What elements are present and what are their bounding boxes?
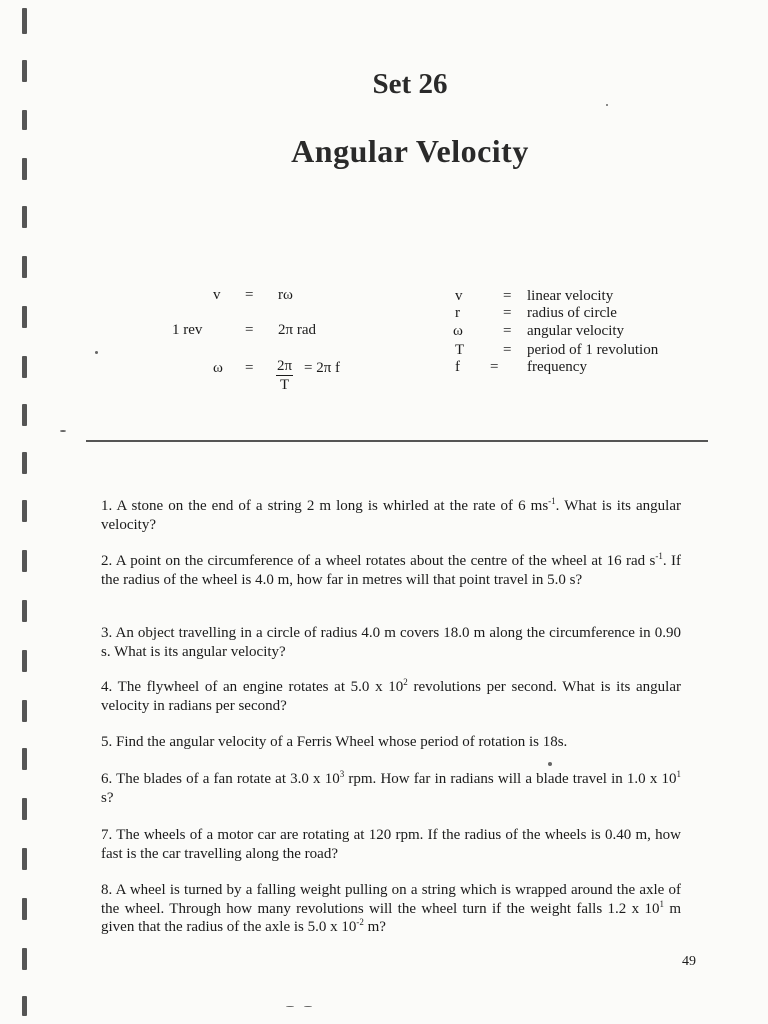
scan-speck <box>606 104 608 106</box>
eq3-denominator: T <box>279 377 290 393</box>
legend-symbol: v <box>455 288 463 304</box>
legend-symbol: r <box>455 305 460 321</box>
set-label: Set 26 <box>372 68 448 100</box>
question-2: 2. A point on the circumference of a wheel rotates about the centre of the wheel at 16 rad $s^{-1}$. If the radius of the wheel is 4.0 m, how far in metres will that point travel in 5.0 s? <box>101 551 682 588</box>
question-4: 4. The flywheel of an engine rotates at 5.0 x $10^2$ revolutions per second. What is its angular velocity in radians per second? <box>101 677 681 714</box>
scan-speck <box>286 1006 294 1007</box>
legend-op: = <box>503 323 512 339</box>
question-7: 7. The wheels of a motor car are rotating at 120 rpm. If the radius of the wheels is 0.40 m, how fast is the car travelling along the road? <box>101 827 681 862</box>
eq3-lhs: ω <box>213 360 223 376</box>
scan-speck <box>60 430 66 432</box>
question-6: 6. The blades of a fan rotate at 3.0 x $10^3$ rpm. How far in radians will a blade travel in 1.0 x $10^1$ s? <box>101 769 681 806</box>
legend-meaning: radius of circle <box>527 305 617 321</box>
eq1-lhs: v <box>213 287 221 303</box>
legend-op: = <box>503 305 512 321</box>
page-number: 49 <box>682 954 696 969</box>
question-8: 8. A wheel is turned by a falling weight pulling on a string which is wrapped around the axle of the wheel. Through how many revolutions will the wheel turn if the weight falls 1.2 x $10^1$ m given that the radius of the axle is 5.0 x $10^{-2}$ m? <box>101 882 681 935</box>
scan-speck <box>304 1006 312 1007</box>
legend-symbol: f <box>455 359 460 375</box>
eq3-numerator: 2π <box>277 358 293 374</box>
legend-meaning: linear velocity <box>527 288 614 304</box>
eq2-lhs: 1 rev <box>172 322 203 338</box>
eq2-rhs: 2π rad <box>278 322 316 338</box>
legend-meaning: frequency <box>527 359 587 375</box>
scan-speck <box>95 351 98 354</box>
eq1-op: = <box>245 287 254 303</box>
legend-meaning: angular velocity <box>527 323 625 339</box>
legend-symbol: ω <box>453 323 463 339</box>
page-title: Angular Velocity <box>291 133 529 169</box>
eq3-tail: = 2π f <box>304 360 341 376</box>
scan-speck <box>548 762 552 766</box>
section-divider <box>86 440 708 442</box>
legend-op: = <box>503 288 512 304</box>
legend-op: = <box>503 342 512 358</box>
eq3-op: = <box>245 360 254 376</box>
legend-op: = <box>490 359 499 375</box>
question-3: 3. An object travelling in a circle of radius 4.0 m covers 18.0 m along the circumference in 0.90 s. What is its angular velocity? <box>101 625 681 660</box>
eq2-op: = <box>245 322 254 338</box>
eq3-fraction <box>276 358 293 394</box>
question-1: 1. A stone on the end of a string 2 m long is whirled at the rate of 6 $ms^{-1}$. What is its angular velocity? <box>101 496 681 533</box>
legend-meaning: period of 1 revolution <box>527 342 659 358</box>
question-5: 5. Find the angular velocity of a Ferris Wheel whose period of rotation is 18s. <box>101 734 568 750</box>
eq1-rhs: rω <box>278 287 293 303</box>
legend-symbol: T <box>455 342 465 358</box>
